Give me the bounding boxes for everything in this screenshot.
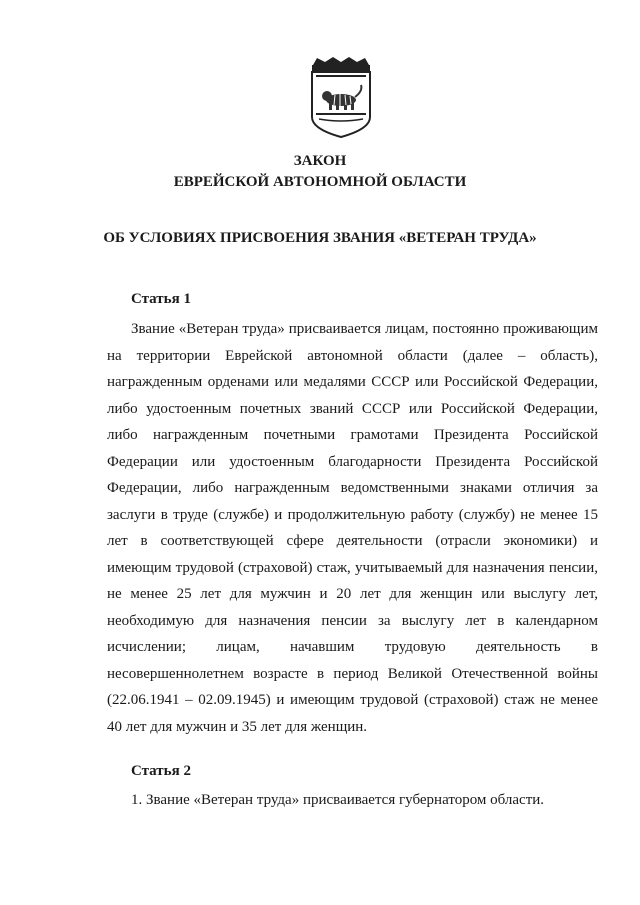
law-title: ЗАКОН <box>293 153 347 169</box>
article-2-text: 1. Звание «Ветеран труда» присваивается губернатором области. <box>131 792 545 808</box>
article-1-heading: Статья 1 <box>131 291 191 307</box>
coat-of-arms-tiger-icon <box>307 57 375 140</box>
article-1-text: Звание «Ветеран труда» присваивается лицам, постоянно проживающим на территории Еврейской автономной области (далее – область), награжденным орденами или медалями СССР или Российской Федерации, либо удостоенным почетных званий СССР или Российской Федерации, либо награжденным почетными грамотами Президента Российской Федерации или удостоенным благодарности Президента Российской Федерации, либо награжденным ведомственными знаками отличия за заслуги в труде (службе) и продолжительную работу (службу) не менее 15 лет в соответствующей сфере деятельности (отрасли экономики) и имеющим трудовой (страховой) стаж, учитываемый для назначения пенсии, не менее 25 лет для мужчин и 20 лет для женщин или выслугу лет, необходимую для назначения пенсии за выслугу лет в календарном исчислении; лицам, начавшим трудовую деятельность в несовершеннолетнем возрасте в период Великой Отечественной войны (22.06.1941 – 02.09.1945) и имеющим трудовой (страховой) стаж не менее 40 лет для мужчин и 35 лет для женщин. <box>107 321 598 735</box>
law-subtitle: ОБ УСЛОВИЯХ ПРИСВОЕНИЯ ЗВАНИЯ «ВЕТЕРАН ТРУДА» <box>103 230 537 246</box>
article-2-heading: Статья 2 <box>131 763 191 779</box>
law-region: ЕВРЕЙСКОЙ АВТОНОМНОЙ ОБЛАСТИ <box>173 174 467 190</box>
